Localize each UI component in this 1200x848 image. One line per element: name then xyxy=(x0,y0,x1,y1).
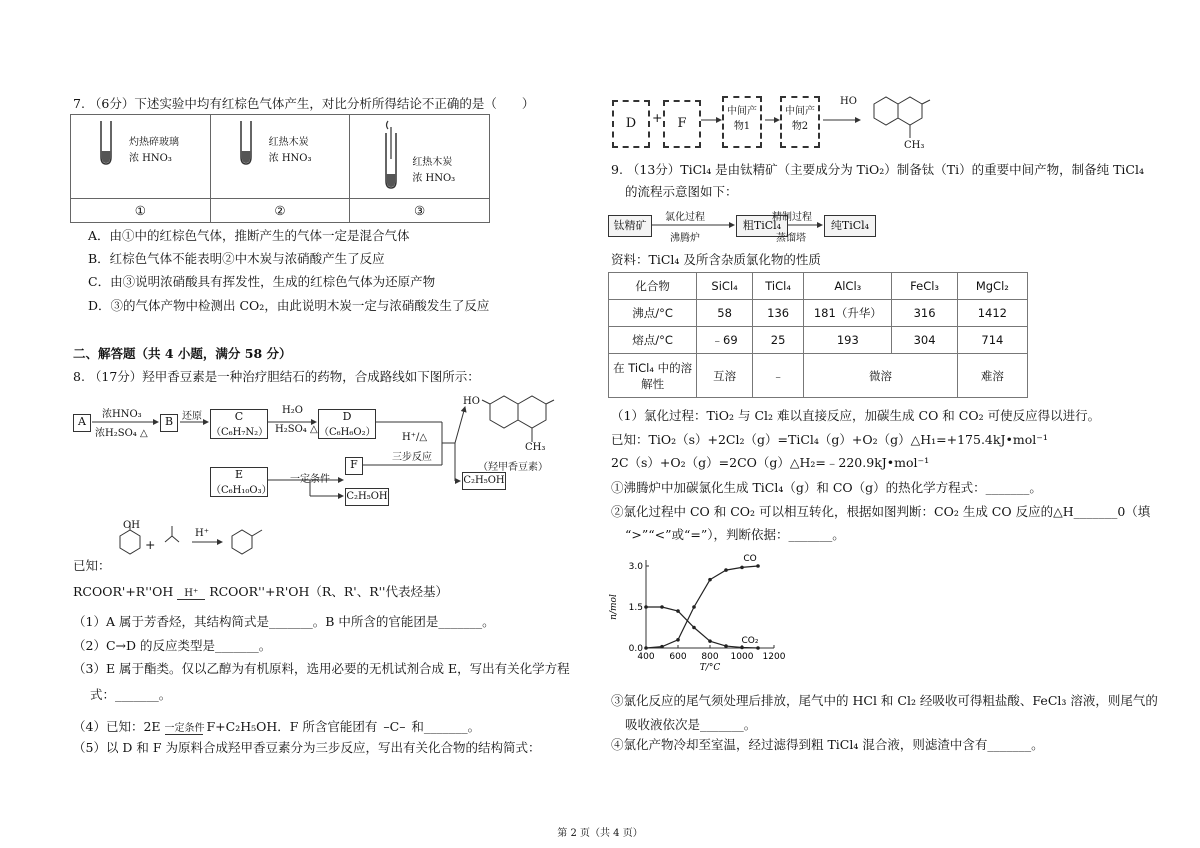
data-point xyxy=(660,645,664,649)
compound-a: A xyxy=(73,414,91,432)
q8-sub1: （1）A 属于芳香烃，其结构简式是_______。B 中所含的官能团是_______。 xyxy=(73,614,495,629)
q9-known2: 2C（s）+O₂（g）=2CO（g）△H₂=﹣220.9kJ•mol⁻¹ xyxy=(611,455,930,470)
q8-cont-arrows xyxy=(695,110,865,130)
q7-experiment-table xyxy=(70,114,490,223)
cell: 136 xyxy=(753,300,804,327)
exp3-acid-label: 浓 HNO₃ xyxy=(412,173,456,184)
th-mgcl2: MgCl₂ xyxy=(957,273,1027,300)
q8-sub3-line2: 式：_______。 xyxy=(90,687,172,702)
data-point xyxy=(740,566,744,570)
experiment-2 xyxy=(210,115,350,199)
cell: 熔点/°C xyxy=(609,327,697,354)
q9-sub1-2b: “>”“<”或“=”），判断依据：_______。 xyxy=(625,527,845,542)
x-tick-label: 1000 xyxy=(730,652,754,662)
exp3-solid-label: 红热木炭 xyxy=(412,157,453,168)
cell: 58 xyxy=(697,300,753,327)
data-point xyxy=(676,638,680,642)
q8-stem: 8. （17分）羟甲香豆素是一种治疗胆结石的药物，合成路线如下图所示： xyxy=(73,369,480,384)
phenol-oh-label: OH xyxy=(123,520,140,531)
q8-sub3-line1: （3）E 属于酯类。仅以乙醇为有机原料，选用必要的无机试剂合成 E，写出有关化学方程 xyxy=(73,661,570,676)
y-axis-label: n/mol xyxy=(609,594,619,620)
flow-step1-bottom: 沸腾炉 xyxy=(670,233,700,244)
property-table xyxy=(608,272,1028,398)
q8-sub4 xyxy=(73,718,480,736)
compound-f: F xyxy=(345,457,363,475)
q7-option-b[interactable]: B．红棕色气体不能表明②中木炭与浓硝酸产生了反应 xyxy=(88,251,385,266)
test-tube-icon xyxy=(93,119,123,169)
product-name: （羟甲香豆素） xyxy=(478,462,548,473)
q9-stem-2: 的流程示意图如下： xyxy=(625,184,738,199)
exp1-solid-label: 灼热碎玻璃 xyxy=(129,137,179,148)
q9-sub1-1: ①沸腾炉中加碳氯化生成 TiCl₄（g）和 CO（g）的热化学方程式：_______。 xyxy=(611,480,1042,495)
q8-sub4-end: 和_______。 xyxy=(411,719,481,734)
compound-b: B xyxy=(160,414,178,432)
exp2-number: ② xyxy=(210,199,350,223)
known-h-label: H⁺ xyxy=(195,528,209,539)
product-ch3: CH₃ xyxy=(525,442,546,453)
data-point xyxy=(756,564,760,568)
q9-sub1: （1）氯化过程：TiO₂ 与 Cl₂ 难以直接反应，加碳生成 CO 和 CO₂ 可使反应得以进行。 xyxy=(611,408,1101,423)
q7-option-c[interactable]: C．由③说明浓硝酸具有挥发性，生成的红棕色气体为还原产物 xyxy=(88,274,436,289)
ethanol-byproduct-1: C₂H₅OH xyxy=(345,488,389,506)
ethanol-byproduct-2: C₂H₅OH xyxy=(462,472,506,490)
th-alcl3: AlCl₃ xyxy=(804,273,892,300)
th-compound: 化合物 xyxy=(609,273,697,300)
compound-d-label: D xyxy=(342,410,352,423)
q9-sub1-4: ④氯化产物冷却至室温，经过滤得到粗 TiCl₄ 混合液，则滤渣中含有_______。 xyxy=(611,737,1044,752)
q8-sub4-start: （4）已知：2E xyxy=(73,719,161,734)
q7-option-d[interactable]: D．③的气体产物中检测出 CO₂，由此说明木炭一定与浓硝酸发生了反应 xyxy=(88,298,490,313)
known-eq-right: RCOOR''+R'OH（R、R'、R''代表烃基） xyxy=(209,584,448,599)
q9-sub1-3a: ③氯化反应的尾气须处理后排放，尾气中的 HCl 和 Cl₂ 经吸收可得粗盐酸、FeCl₃ 溶液，则尾气的 xyxy=(611,693,1158,708)
known-eq-condition: H⁺ xyxy=(177,589,205,600)
data-point xyxy=(740,646,744,650)
r1-reagent-top: 浓HNO₃ xyxy=(102,409,142,420)
q9-sub1-3b: 吸收液依次是_______。 xyxy=(625,717,757,732)
exp3-number: ③ xyxy=(350,199,490,223)
flow-ore: 钛精矿 xyxy=(608,215,652,237)
cell: ﹣ xyxy=(753,354,804,398)
table-row xyxy=(609,300,1028,327)
cell: 在 TiCl₄ 中的溶解性 xyxy=(609,354,697,398)
test-tube-icon xyxy=(378,119,408,193)
y-tick-label: 1.5 xyxy=(628,603,643,613)
r4-three-steps: 三步反应 xyxy=(392,452,432,463)
table-row xyxy=(609,327,1028,354)
co-co2-chart xyxy=(606,550,786,678)
data-point xyxy=(708,639,712,643)
flow-step2-top: 精制过程 xyxy=(772,212,812,223)
q9-data-title: 资料：TiCl₄ 及所含杂质氯化物的性质 xyxy=(611,252,821,267)
exp2-acid-label: 浓 HNO₃ xyxy=(268,153,312,164)
exp1-number: ① xyxy=(71,199,211,223)
cell: 304 xyxy=(892,327,957,354)
th-fecl3: FeCl₃ xyxy=(892,273,957,300)
cell: 沸点/°C xyxy=(609,300,697,327)
x-tick-label: 400 xyxy=(637,652,655,662)
test-tube-icon xyxy=(233,119,263,169)
q7-stem: 7. （6分）下述实验中均有红棕色气体产生，对比分析所得结论不正确的是（ ） xyxy=(73,96,535,111)
cell: 193 xyxy=(804,327,892,354)
r4-condition: H⁺/△ xyxy=(402,432,428,443)
r1-reagent-bottom: 浓H₂SO₄ △ xyxy=(95,428,148,439)
q8-sub4-middle: F+C₂H₅OH．F 所含官能团有 xyxy=(206,719,378,734)
data-point xyxy=(644,605,648,609)
cell: 316 xyxy=(892,300,957,327)
cell: 难溶 xyxy=(957,354,1027,398)
page-footer: 第 2 页（共 4 页） xyxy=(557,828,643,839)
data-point xyxy=(724,568,728,572)
q8-cont-d: D xyxy=(612,100,650,148)
x-tick-label: 1200 xyxy=(762,652,786,662)
experiment-1 xyxy=(71,115,211,199)
data-point xyxy=(756,646,760,650)
q8-sub5: （5）以 D 和 F 为原料合成羟甲香豆素分为三步反应，写出有关化合物的结构简式： xyxy=(73,740,541,755)
r2-reagent-top: 还原 xyxy=(182,411,202,422)
th-sicl4: SiCl₄ xyxy=(697,273,753,300)
cell: 微溶 xyxy=(804,354,958,398)
flow-crude: 粗TiCl₄ xyxy=(736,215,788,237)
y-tick-label: 0.0 xyxy=(628,644,643,654)
q9-known1: 已知：TiO₂（s）+2Cl₂（g）=TiCl₄（g）+O₂（g）△H₁=+175.4kJ•mol⁻¹ xyxy=(611,432,1048,447)
q9-sub1-2a: ②氯化过程中 CO 和 CO₂ 可以相互转化，根据如图判断：CO₂ 生成 CO 反应的△H_______0（填 xyxy=(611,504,1151,519)
q8-sub4-condition: 一定条件 xyxy=(164,723,205,734)
cell: 714 xyxy=(957,327,1027,354)
data-point xyxy=(676,609,680,613)
x-tick-label: 600 xyxy=(669,652,687,662)
data-point xyxy=(708,578,712,582)
intermediate-2: 中间产物2 xyxy=(780,96,820,148)
plus-sign: + xyxy=(145,537,156,552)
known-ester-exchange xyxy=(73,583,448,601)
flow-pure: 纯TiCl₄ xyxy=(824,215,876,237)
q8-cont-f: F xyxy=(663,100,701,148)
data-point xyxy=(692,626,696,630)
compound-e-formula: （C₆H₁₀O₃） xyxy=(211,485,272,496)
flow-step2-bottom: 蒸馏塔 xyxy=(776,233,806,244)
r5-condition: 一定条件 xyxy=(290,474,330,485)
y-tick-label: 3.0 xyxy=(628,562,643,572)
x-tick-label: 800 xyxy=(701,652,719,662)
data-point xyxy=(660,605,664,609)
compound-c-label: C xyxy=(234,410,244,423)
known-eq-left: RCOOR'+R''OH xyxy=(73,584,174,599)
cell: 181（升华） xyxy=(804,300,892,327)
data-point xyxy=(644,646,648,650)
exp1-acid-label: 浓 HNO₃ xyxy=(129,153,172,164)
flow-step1-top: 氯化过程 xyxy=(665,212,705,223)
compound-e-label: E xyxy=(234,468,244,481)
known-label: 已知： xyxy=(73,558,111,573)
cell: 1412 xyxy=(957,300,1027,327)
r3-reagent-top: H₂O xyxy=(282,405,303,416)
product2-oh: HO xyxy=(840,96,857,107)
exp2-solid-label: 红热木炭 xyxy=(268,137,309,148)
table-row xyxy=(609,354,1028,398)
experiment-3 xyxy=(350,115,490,199)
intermediate-1: 中间产物1 xyxy=(722,96,762,148)
cell: ﹣69 xyxy=(697,327,753,354)
section-heading: 二、解答题（共 4 小题，满分 58 分） xyxy=(73,346,292,361)
r3-reagent-bottom: H₂SO₄ △ xyxy=(275,424,318,435)
plus-sign: + xyxy=(652,110,663,125)
q8-sub2: （2）C→D 的反应类型是_______。 xyxy=(73,638,272,653)
q7-option-a[interactable]: A．由①中的红棕色气体，推断产生的气体一定是混合气体 xyxy=(88,228,410,243)
q9-stem-1: 9. （13分）TiCl₄ 是由钛精矿（主要成分为 TiO₂）制备钛（Ti）的重要中间产物，制备纯 TiCl₄ xyxy=(611,162,1144,177)
carbonyl-group-icon: –C– xyxy=(383,719,406,734)
data-point xyxy=(724,644,728,648)
th-ticl4: TiCl₄ xyxy=(753,273,804,300)
series-label: CO xyxy=(743,554,757,564)
product-oh: HO xyxy=(463,396,480,407)
compound-d-formula: （C₆H₆O₂） xyxy=(319,427,376,438)
cell: 25 xyxy=(753,327,804,354)
data-point xyxy=(692,605,696,609)
cell: 互溶 xyxy=(697,354,753,398)
compound-c-formula: （C₆H₇N₂） xyxy=(211,427,269,438)
x-axis-label: T/°C xyxy=(699,663,721,673)
product2-ch3: CH₃ xyxy=(904,140,925,151)
series-label: CO₂ xyxy=(741,636,759,646)
